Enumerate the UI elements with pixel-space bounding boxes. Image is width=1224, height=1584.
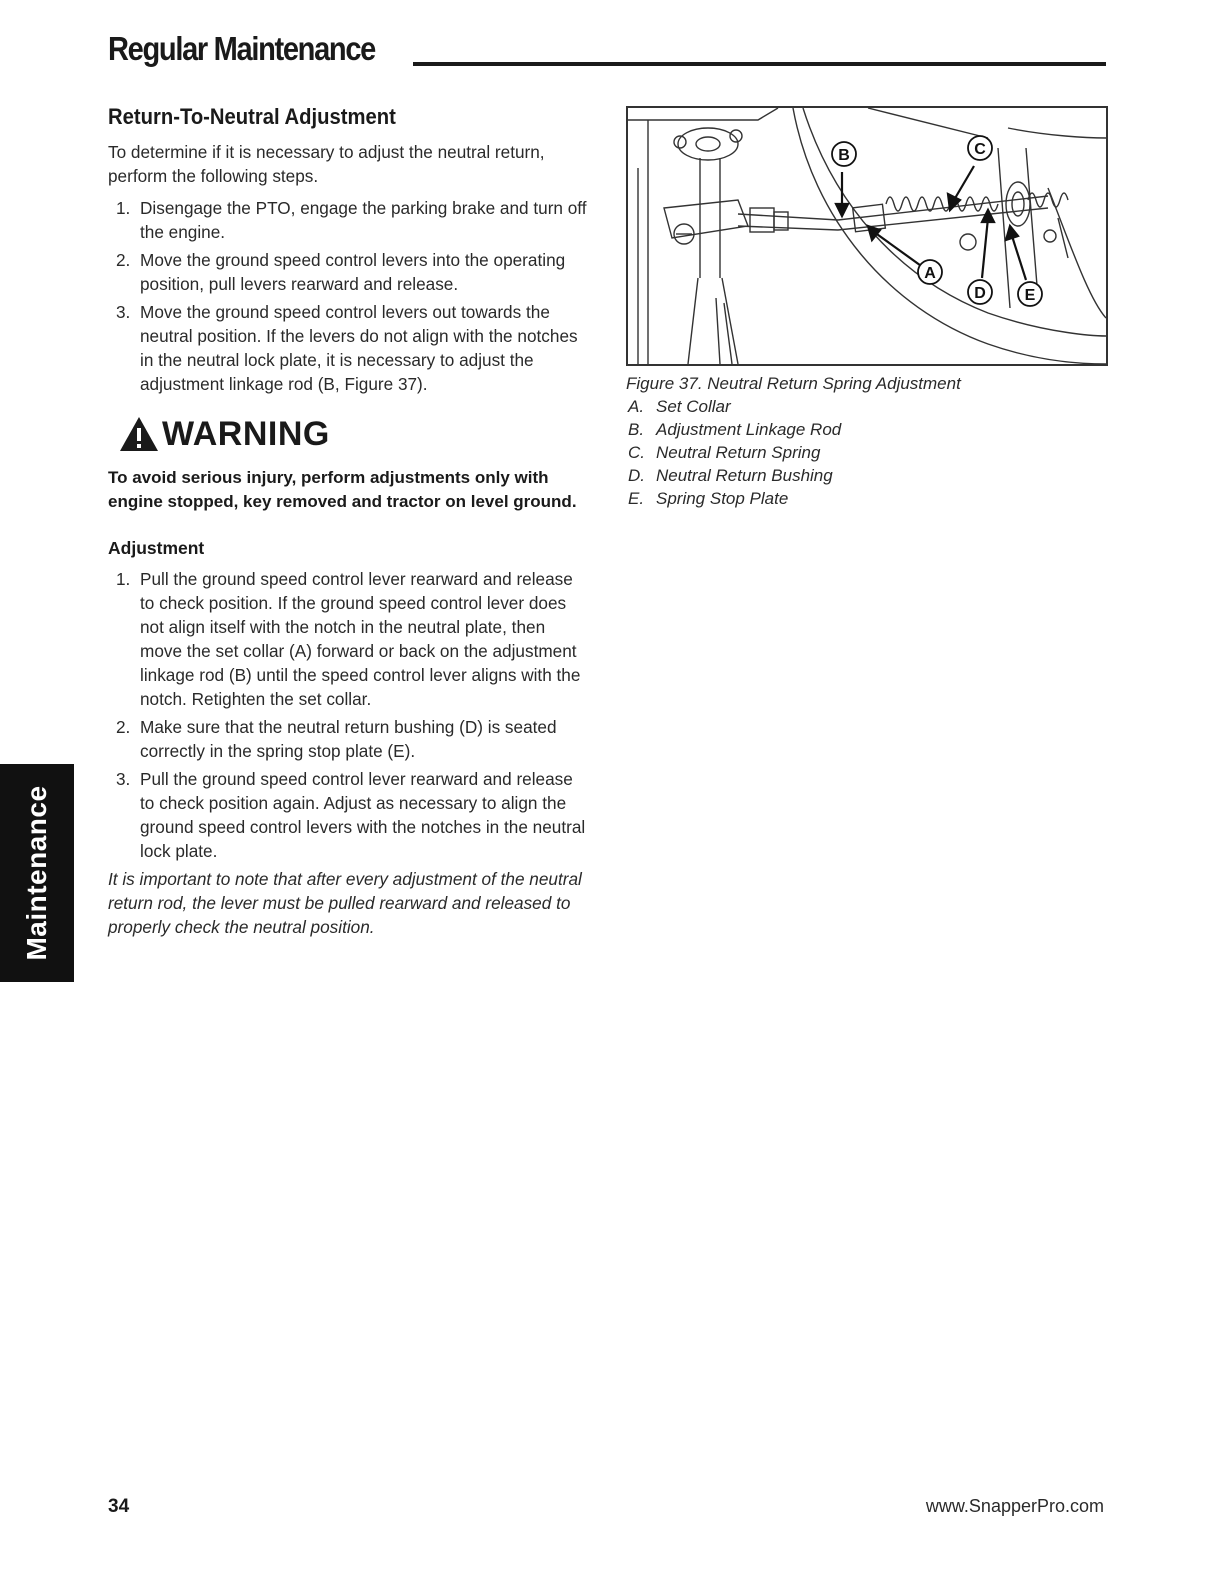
list-item — [626, 395, 1106, 418]
step-number: 1. — [116, 569, 131, 589]
page-number: 34 — [108, 1496, 130, 1517]
warning-triangle-icon — [118, 415, 160, 453]
figure-37 — [626, 106, 1108, 366]
step-text: Pull the ground speed control lever rearward and release to check position. If the ground speed control lever does not align itself with the notch in the neutral plate, then move the set collar (A) forward or back on the adjustment linkage rod (B) until the speed control lever aligns with the notch. Retighten the set collar. — [140, 569, 581, 709]
step-text: Make sure that the neutral return bushing (D) is seated correctly in the spring stop plate (E). — [140, 717, 557, 761]
legend-letter: D. — [628, 466, 645, 485]
legend-letter: E. — [628, 489, 645, 508]
section-heading: Return-To-Neutral Adjustment — [108, 104, 396, 129]
legend-letter: B. — [628, 420, 645, 439]
page-title: Regular Maintenance — [108, 30, 376, 67]
list-item — [626, 418, 1106, 441]
warning-title — [118, 410, 590, 458]
warning-text: To avoid serious injury, perform adjustments only with engine stopped, key removed and tractor on level ground. — [108, 468, 577, 511]
legend-text: Neutral Return Bushing — [656, 466, 833, 485]
legend-text: Adjustment Linkage Rod — [656, 420, 842, 439]
step-number: 3. — [116, 302, 131, 322]
list-item — [626, 441, 1106, 464]
adjustment-steps-list — [108, 567, 590, 863]
callout-a: A — [924, 265, 936, 282]
step-number: 2. — [116, 717, 131, 737]
footer-url[interactable]: www.SnapperPro.com — [925, 1496, 1104, 1516]
callout-c: C — [974, 141, 986, 158]
list-item — [626, 464, 1106, 487]
legend-text: Set Collar — [656, 397, 731, 416]
list-item — [108, 567, 590, 711]
adjustment-heading: Adjustment — [108, 538, 205, 558]
list-item — [108, 767, 590, 863]
step-number: 1. — [116, 198, 131, 218]
step-number: 3. — [116, 769, 131, 789]
step-text: Pull the ground speed control lever rearward and release to check position again. Adjust as necessary to align the ground speed control levers with the notches in the neutral lock plate. — [140, 769, 586, 861]
check-steps-list — [108, 196, 590, 396]
side-tab-label: Maintenance — [21, 785, 52, 961]
callout-b: B — [838, 147, 850, 164]
note-text: It is important to note that after every adjustment of the neutral return rod, the lever must be pulled rearward and released to properly check the neutral position. — [108, 869, 582, 937]
list-item — [108, 715, 590, 763]
intro-paragraph: To determine if it is necessary to adjust the neutral return, perform the following steps. — [108, 142, 545, 186]
list-item — [108, 248, 590, 296]
main-column — [108, 104, 590, 939]
spring-adjustment-illustration — [628, 108, 1106, 364]
page-header — [108, 30, 1106, 70]
callout-e: E — [1024, 287, 1036, 304]
step-text: Disengage the PTO, engage the parking brake and turn off the engine. — [140, 198, 587, 242]
list-item — [108, 300, 590, 396]
legend-text: Neutral Return Spring — [656, 443, 821, 462]
section-side-tab — [0, 764, 74, 982]
step-text: Move the ground speed control levers into the operating position, pull levers rearward and release. — [140, 250, 566, 294]
figure-caption: Figure 37. Neutral Return Spring Adjustment — [626, 374, 961, 393]
warning-block — [108, 410, 590, 514]
step-number: 2. — [116, 250, 131, 270]
figure-column — [626, 106, 1106, 510]
warning-label: WARNING — [162, 414, 330, 453]
legend-letter: A. — [628, 397, 645, 416]
list-item — [626, 487, 1106, 510]
legend-letter: C. — [628, 443, 645, 462]
figure-legend — [626, 395, 1106, 510]
title-rule — [413, 62, 1106, 66]
step-text: Move the ground speed control levers out towards the neutral position. If the levers do not align with the notches in the neutral lock plate, it is necessary to adjust the adjustment linkage rod (B, Figure 37). — [140, 302, 578, 394]
list-item — [108, 196, 590, 244]
callout-d: D — [974, 285, 986, 302]
legend-text: Spring Stop Plate — [656, 489, 789, 508]
